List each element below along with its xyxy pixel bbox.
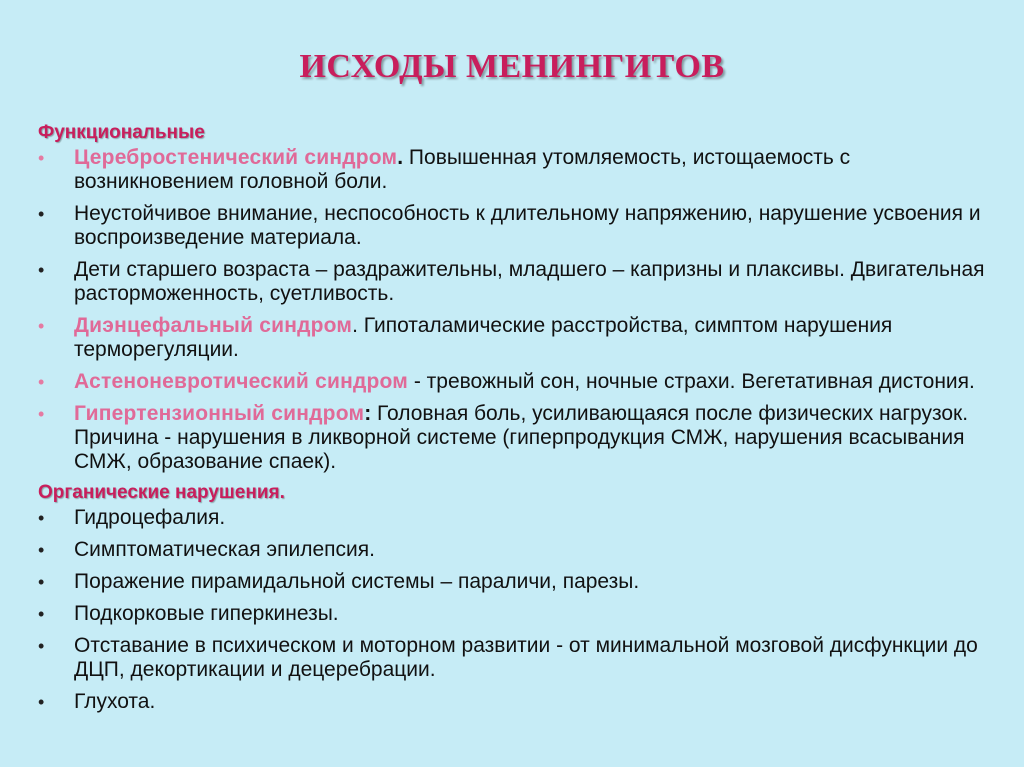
item-text: Гидроцефалия.: [74, 506, 226, 529]
bullet-icon: •: [38, 508, 45, 528]
functional-list: [38, 146, 998, 474]
section-heading-functional: Функциональные: [38, 122, 205, 143]
list-item: [38, 402, 998, 474]
list-item: [38, 570, 998, 594]
bullet-icon: •: [38, 404, 45, 424]
item-text: Поражение пирамидальной системы – параличи, парезы.: [74, 570, 640, 593]
item-text: Отставание в психическом и моторном развитии - от минимальной мозговой дисфункции до ДЦП, декортикации и децеребрации.: [74, 634, 978, 681]
list-item: [38, 370, 998, 394]
bullet-icon: •: [38, 692, 45, 712]
list-item: [38, 690, 998, 714]
list-item: [38, 602, 998, 626]
list-item: [38, 634, 998, 682]
item-term: Астеноневротический синдром: [74, 370, 408, 393]
item-text: . Гипоталамические расстройства, симптом нарушения терморегуляции.: [74, 314, 893, 361]
item-term: Диэнцефальный синдром: [74, 314, 353, 337]
list-item: [38, 146, 998, 194]
item-text: Дети старшего возраста – раздражительны, младшего – капризны и плаксивы. Двигательная расторможенность, суетливость.: [74, 258, 985, 305]
item-term: Гипертензионный синдром: [74, 402, 365, 425]
organic-list: [38, 506, 998, 714]
bullet-icon: •: [38, 148, 45, 168]
item-term-separator: .: [397, 146, 404, 169]
item-text: Головная боль, усиливающаяся после физических нагрузок. Причина - нарушения в ликворной системе (гиперпродукция СМЖ, нарушения всасывания СМЖ, образование спаек).: [74, 402, 969, 473]
item-text: Повышенная утомляемость, истощаемость с возникновением головной боли.: [74, 146, 851, 193]
bullet-icon: •: [38, 204, 45, 224]
list-item: [38, 202, 998, 250]
bullet-icon: •: [38, 636, 45, 656]
item-text: Неустойчивое внимание, неспособность к длительному напряжению, нарушение усвоения и воспроизведение материала.: [74, 202, 981, 249]
section-heading-organic: Органические нарушения.: [38, 482, 285, 503]
list-item: [38, 258, 998, 306]
list-item: [38, 506, 998, 530]
bullet-icon: •: [38, 372, 45, 392]
slide-content: [38, 122, 998, 722]
bullet-icon: •: [38, 316, 45, 336]
bullet-icon: •: [38, 540, 45, 560]
item-text: Симптоматическая эпилепсия.: [74, 538, 375, 561]
list-item: [38, 538, 998, 562]
bullet-icon: •: [38, 604, 45, 624]
bullet-icon: •: [38, 260, 45, 280]
item-text: Глухота.: [74, 690, 156, 713]
page-title: ИСХОДЫ МЕНИНГИТОВ: [299, 48, 725, 85]
item-text: - тревожный сон, ночные страхи. Вегетативная дистония.: [408, 370, 975, 393]
item-term-separator: :: [364, 402, 372, 425]
list-item: [38, 314, 998, 362]
item-term: Церебростенический синдром: [74, 146, 398, 169]
bullet-icon: •: [38, 572, 45, 592]
item-text: Подкорковые гиперкинезы.: [74, 602, 339, 625]
